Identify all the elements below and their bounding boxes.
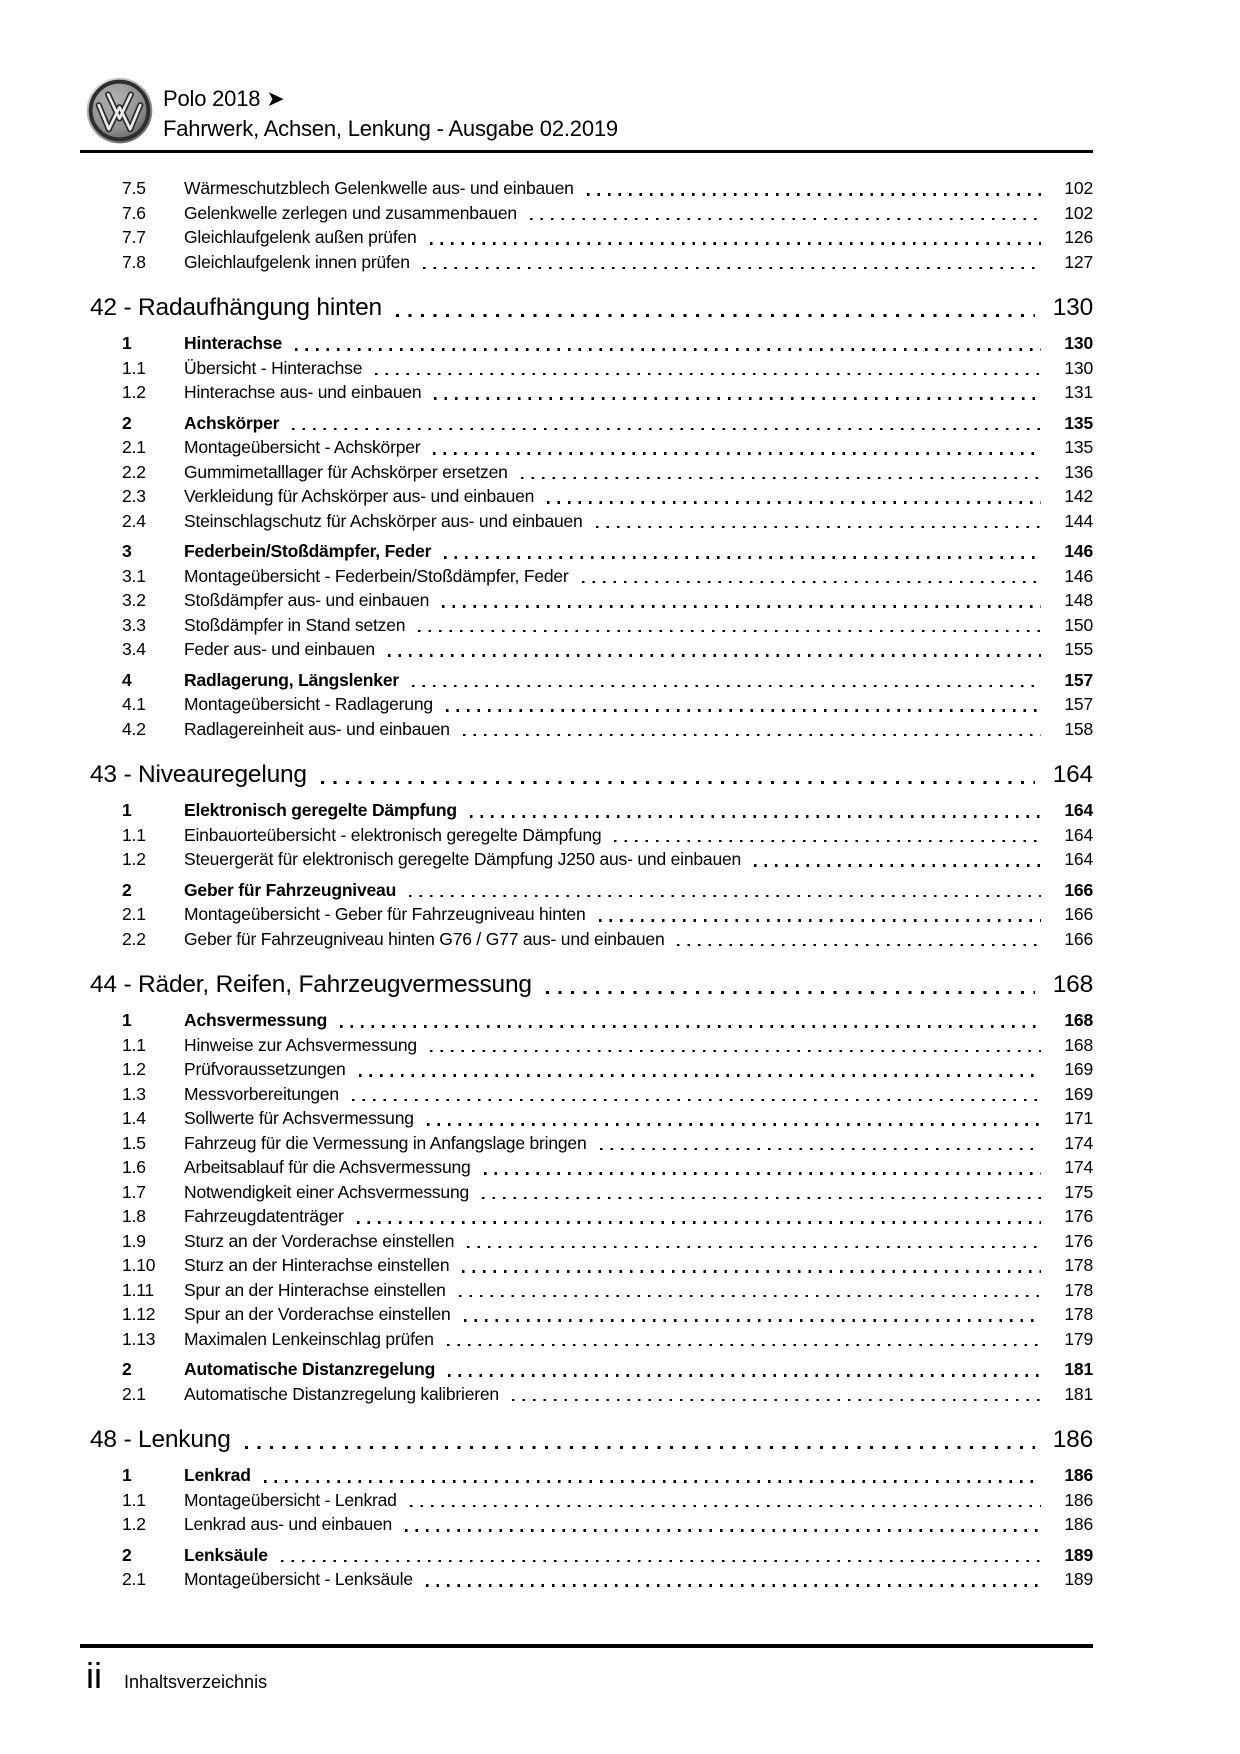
dot-leader	[409, 895, 1041, 898]
toc-entry-page-number: 186	[1064, 1489, 1093, 1510]
toc-entry-page-number: 189	[1064, 1569, 1093, 1589]
dot-leader	[396, 314, 1035, 317]
toc-chapter-title: 48 - Lenkung	[90, 1426, 231, 1453]
dot-leader	[600, 1148, 1042, 1151]
toc-entry-title: Hinterachse aus- und einbauen	[184, 382, 422, 402]
toc-entry	[80, 878, 1093, 903]
toc-entry	[80, 509, 1093, 534]
toc-entry-title: Spur an der Vorderachse einstellen	[184, 1304, 451, 1324]
toc-entry	[80, 613, 1093, 638]
toc-entry-page-number: 142	[1064, 486, 1093, 506]
toc-entry-title: Radlagereinheit aus- und einbauen	[184, 718, 450, 739]
toc-entry-number: 1.1	[122, 1034, 146, 1055]
toc-entry-page-number: 130	[1064, 333, 1093, 353]
toc-entry-title: Lenksäule	[184, 1544, 268, 1565]
toc-entry	[80, 847, 1093, 872]
toc-entry	[80, 1082, 1093, 1107]
toc-entry-page-number: 157	[1064, 669, 1093, 690]
toc-entry-number: 1.8	[122, 1206, 146, 1226]
dot-leader	[482, 1197, 1041, 1200]
toc-entry-page-number: 127	[1064, 251, 1093, 272]
toc-entry-page-number: 166	[1064, 904, 1093, 924]
toc-entry-title: Sturz an der Vorderachse einstellen	[184, 1230, 455, 1251]
toc-entry	[80, 637, 1093, 662]
toc-entry-page-number: 178	[1064, 1279, 1093, 1300]
dot-leader	[430, 242, 1041, 245]
toc-entry-page-number: 150	[1064, 614, 1093, 635]
toc-entry-page-number: 131	[1064, 382, 1093, 402]
toc-entry-page-number: 164	[1064, 849, 1093, 869]
toc-chapter-page-number: 186	[1052, 1426, 1093, 1453]
toc-entry-page-number: 164	[1064, 824, 1093, 845]
toc-entry-number: 1.5	[122, 1132, 146, 1153]
toc-entry	[80, 411, 1093, 436]
toc	[80, 176, 1093, 1592]
toc-entry	[80, 927, 1093, 952]
dot-leader	[467, 1246, 1041, 1249]
toc-entry-page-number: 135	[1064, 412, 1093, 433]
toc-entry-number: 1.12	[122, 1304, 156, 1324]
dot-leader	[470, 815, 1041, 818]
toc-entry-number: 1.4	[122, 1108, 146, 1128]
toc-chapter-heading	[80, 1424, 1093, 1456]
toc-entry	[80, 539, 1093, 564]
toc-entry-title: Lenkrad aus- und einbauen	[184, 1514, 393, 1534]
toc-entry	[80, 902, 1093, 927]
dot-leader	[459, 1295, 1041, 1298]
toc-entry-title: Messvorbereitungen	[184, 1083, 339, 1104]
toc-entry-title: Verkleidung für Achskörper aus- und einbauen	[184, 486, 535, 506]
toc-entry-page-number: 146	[1064, 541, 1093, 561]
toc-chapter-heading	[80, 969, 1093, 1001]
dot-leader	[512, 1399, 1041, 1402]
toc-entry-page-number: 126	[1064, 227, 1093, 247]
dot-leader	[484, 1172, 1041, 1175]
toc-entry	[80, 798, 1093, 823]
header-divider	[80, 150, 1093, 153]
toc-entry-page-number: 164	[1064, 800, 1093, 820]
dot-leader	[582, 581, 1041, 584]
toc-entry-title: Steuergerät für elektronisch geregelte Dämpfung J250 aus- und einbauen	[184, 849, 742, 869]
toc-entry-title: Hinweise zur Achsvermessung	[184, 1034, 417, 1055]
toc-entry-title: Fahrzeug für die Vermessung in Anfangslage bringen	[184, 1132, 587, 1153]
toc-chapter-page-number: 130	[1052, 294, 1093, 321]
toc-entry-title: Feder aus- und einbauen	[184, 639, 375, 659]
toc-entry	[80, 1543, 1093, 1568]
dot-leader	[463, 734, 1041, 737]
toc-entry	[80, 692, 1093, 717]
dot-leader	[295, 348, 1041, 351]
toc-entry	[80, 1057, 1093, 1082]
toc-entry-number: 2	[122, 879, 132, 900]
toc-entry-page-number: 168	[1064, 1010, 1093, 1030]
toc-entry-title: Stoßdämpfer aus- und einbauen	[184, 590, 430, 610]
toc-entry-number: 1.3	[122, 1083, 146, 1104]
toc-entry-title: Federbein/Stoßdämpfer, Feder	[184, 541, 432, 561]
toc-entry	[80, 460, 1093, 485]
dot-leader	[412, 685, 1041, 688]
toc-entry-number: 1.10	[122, 1255, 156, 1275]
toc-entry-page-number: 166	[1064, 928, 1093, 949]
toc-entry-page-number: 176	[1064, 1206, 1093, 1226]
toc-entry-page-number: 169	[1064, 1083, 1093, 1104]
toc-entry	[80, 1567, 1093, 1592]
toc-entry-number: 7.5	[122, 178, 146, 198]
toc-entry-number: 1.2	[122, 1514, 146, 1534]
toc-chapter-page-number: 168	[1052, 971, 1093, 998]
dot-leader	[430, 1050, 1041, 1053]
toc-entry-page-number: 178	[1064, 1255, 1093, 1275]
dot-leader	[434, 397, 1041, 400]
dot-leader	[447, 1344, 1041, 1347]
toc-entry-number: 7.7	[122, 227, 146, 247]
dot-leader	[292, 428, 1041, 431]
toc-chapter-title: 43 - Niveauregelung	[90, 761, 307, 788]
dot-leader	[340, 1025, 1041, 1028]
toc-entry	[80, 588, 1093, 613]
toc-entry-title: Gleichlaufgelenk außen prüfen	[184, 227, 417, 247]
dot-leader	[245, 1446, 1035, 1449]
dot-leader	[614, 840, 1041, 843]
toc-entry-page-number: 186	[1064, 1514, 1093, 1534]
toc-entry-number: 1.1	[122, 1489, 146, 1510]
toc-entry-title: Montageübersicht - Geber für Fahrzeugniveau hinten	[184, 904, 586, 924]
toc-entry-number: 1	[122, 1465, 132, 1485]
toc-entry-number: 3.1	[122, 565, 146, 586]
document-subtitle: Fahrwerk, Achsen, Lenkung - Ausgabe 02.2019	[163, 116, 618, 141]
dot-leader	[281, 1560, 1041, 1563]
toc-entry	[80, 484, 1093, 509]
toc-entry-number: 2	[122, 1359, 132, 1379]
toc-entry-page-number: 174	[1064, 1132, 1093, 1153]
toc-chapter-page-number: 164	[1052, 761, 1093, 788]
toc-entry	[80, 1327, 1093, 1352]
toc-entry-page-number: 102	[1064, 202, 1093, 223]
dot-leader	[359, 1074, 1041, 1077]
toc-entry-title: Maximalen Lenkeinschlag prüfen	[184, 1328, 434, 1349]
dot-leader	[427, 1123, 1041, 1126]
toc-entry-page-number: 148	[1064, 590, 1093, 610]
toc-entry-title: Sturz an der Hinterachse einstellen	[184, 1255, 450, 1275]
footer-divider	[80, 1644, 1093, 1648]
toc-chapter-title: 44 - Räder, Reifen, Fahrzeugvermessung	[90, 971, 532, 998]
dot-leader	[446, 709, 1041, 712]
toc-entry-title: Achsvermessung	[184, 1010, 328, 1030]
toc-entry-number: 2.4	[122, 510, 146, 531]
toc-entry-number: 1	[122, 1010, 132, 1030]
dot-leader	[433, 452, 1041, 455]
toc-entry-title: Geber für Fahrzeugniveau	[184, 879, 397, 900]
toc-entry-number: 3	[122, 541, 132, 561]
dot-leader	[426, 1584, 1041, 1587]
dot-leader	[442, 605, 1041, 608]
toc-entry-title: Notwendigkeit einer Achsvermessung	[184, 1181, 470, 1202]
toc-entry-number: 2.3	[122, 486, 146, 506]
dot-leader	[677, 944, 1041, 947]
toc-entry-number: 1.7	[122, 1181, 146, 1202]
toc-entry	[80, 564, 1093, 589]
toc-entry-title: Übersicht - Hinterachse	[184, 357, 363, 378]
toc-entry	[80, 668, 1093, 693]
dot-leader	[521, 477, 1041, 480]
toc-entry-number: 7.6	[122, 202, 146, 223]
toc-entry-number: 3.3	[122, 614, 146, 635]
toc-entry-page-number: 169	[1064, 1059, 1093, 1079]
toc-entry	[80, 176, 1093, 201]
toc-entry-page-number: 144	[1064, 510, 1093, 531]
dot-leader	[546, 991, 1035, 994]
toc-entry	[80, 823, 1093, 848]
toc-entry-page-number: 135	[1064, 437, 1093, 457]
toc-entry-page-number: 158	[1064, 718, 1093, 739]
dot-leader	[464, 1319, 1041, 1322]
toc-entry-page-number: 102	[1064, 178, 1093, 198]
dot-leader	[388, 654, 1041, 657]
toc-entry-number: 1.11	[122, 1279, 154, 1300]
toc-entry-number: 4	[122, 669, 132, 690]
toc-entry-number: 3.4	[122, 639, 146, 659]
toc-entry-page-number: 155	[1064, 639, 1093, 659]
toc-entry-number: 7.8	[122, 251, 146, 272]
toc-entry-page-number: 189	[1064, 1544, 1093, 1565]
toc-entry-number: 3.2	[122, 590, 146, 610]
toc-entry-page-number: 179	[1064, 1328, 1093, 1349]
toc-entry-page-number: 136	[1064, 461, 1093, 482]
toc-entry-title: Montageübersicht - Achskörper	[184, 437, 421, 457]
toc-entry-title: Montageübersicht - Radlagerung	[184, 694, 433, 714]
toc-entry	[80, 1382, 1093, 1407]
toc-entry-page-number: 146	[1064, 565, 1093, 586]
dot-leader	[530, 218, 1041, 221]
toc-entry	[80, 1302, 1093, 1327]
toc-entry-number: 2.2	[122, 461, 146, 482]
toc-entry-number: 1.2	[122, 382, 146, 402]
toc-entry	[80, 1488, 1093, 1513]
toc-entry-page-number: 181	[1064, 1359, 1093, 1379]
toc-entry-page-number: 171	[1064, 1108, 1093, 1128]
toc-entry-page-number: 181	[1064, 1383, 1093, 1404]
dot-leader	[587, 193, 1041, 196]
model-title: Polo 2018 ➤	[163, 86, 285, 111]
dot-leader	[462, 1270, 1041, 1273]
toc-entry-title: Elektronisch geregelte Dämpfung	[184, 800, 457, 820]
toc-entry-title: Geber für Fahrzeugniveau hinten G76 / G77 aus- und einbauen	[184, 928, 665, 949]
vw-logo-icon	[86, 77, 153, 144]
dot-leader	[444, 556, 1041, 559]
toc-entry-title: Wärmeschutzblech Gelenkwelle aus- und einbauen	[184, 178, 574, 198]
toc-chapter-section	[80, 759, 1093, 951]
toc-entry-title: Steinschlagschutz für Achskörper aus- und einbauen	[184, 510, 583, 531]
toc-entry-number: 1	[122, 333, 132, 353]
toc-entry-title: Montageübersicht - Lenksäule	[184, 1569, 413, 1589]
dot-leader	[357, 1221, 1041, 1224]
toc-entry-page-number: 130	[1064, 357, 1093, 378]
toc-entry	[80, 1131, 1093, 1156]
toc-entry-number: 4.1	[122, 694, 146, 714]
toc-entry-page-number: 166	[1064, 879, 1093, 900]
toc-entry-number: 1	[122, 800, 132, 820]
toc-chapter-section	[80, 292, 1093, 741]
toc-entry-title: Stoßdämpfer in Stand setzen	[184, 614, 406, 635]
toc-entry	[80, 250, 1093, 275]
toc-entry	[80, 1180, 1093, 1205]
toc-entry-number: 1.1	[122, 357, 146, 378]
toc-entry	[80, 1229, 1093, 1254]
toc-entry-page-number: 186	[1064, 1465, 1093, 1485]
toc-entry-number: 2.1	[122, 904, 146, 924]
toc-chapter-section	[80, 969, 1093, 1406]
toc-entry-number: 1.6	[122, 1157, 146, 1177]
toc-entry	[80, 225, 1093, 250]
toc-entry-page-number: 157	[1064, 694, 1093, 714]
toc-entry-number: 1.13	[122, 1328, 156, 1349]
toc-continued-section	[80, 176, 1093, 274]
toc-entry	[80, 1357, 1093, 1382]
toc-entry-title: Automatische Distanzregelung	[184, 1359, 436, 1379]
dot-leader	[448, 1374, 1041, 1377]
toc-entry-number: 4.2	[122, 718, 146, 739]
dot-leader	[423, 267, 1041, 270]
toc-entry-title: Sollwerte für Achsvermessung	[184, 1108, 414, 1128]
footer-page-number: ii	[86, 1655, 102, 1696]
dot-leader	[596, 526, 1041, 529]
toc-entry-number: 1.2	[122, 1059, 146, 1079]
toc-entry	[80, 1155, 1093, 1180]
toc-entry-number: 2.1	[122, 437, 146, 457]
toc-entry-number: 2.2	[122, 928, 146, 949]
toc-entry-title: Prüfvoraussetzungen	[184, 1059, 346, 1079]
toc-entry-title: Spur an der Hinterachse einstellen	[184, 1279, 446, 1300]
dot-leader	[321, 781, 1035, 784]
toc-entry-number: 1.1	[122, 824, 146, 845]
toc-entry	[80, 717, 1093, 742]
toc-chapter-heading	[80, 759, 1093, 791]
footer	[86, 1656, 267, 1696]
toc-entry	[80, 380, 1093, 405]
toc-entry-title: Montageübersicht - Federbein/Stoßdämpfer, Feder	[184, 565, 569, 586]
dot-leader	[599, 919, 1042, 922]
document-header	[163, 84, 618, 144]
toc-entry	[80, 435, 1093, 460]
toc-entry-number: 2	[122, 1544, 132, 1565]
toc-entry	[80, 201, 1093, 226]
toc-chapter-section	[80, 1424, 1093, 1592]
footer-section-title: Inhaltsverzeichnis	[124, 1672, 268, 1692]
dot-leader	[405, 1529, 1041, 1532]
toc-entry-page-number: 175	[1064, 1181, 1093, 1202]
toc-entry	[80, 1008, 1093, 1033]
toc-entry-title: Achskörper	[184, 412, 280, 433]
toc-entry-title: Gleichlaufgelenk innen prüfen	[184, 251, 410, 272]
toc-entry-page-number: 168	[1064, 1034, 1093, 1055]
dot-leader	[754, 864, 1041, 867]
toc-entry	[80, 1204, 1093, 1229]
dot-leader	[352, 1099, 1041, 1102]
toc-entry-page-number: 174	[1064, 1157, 1093, 1177]
toc-entry-title: Radlagerung, Längslenker	[184, 669, 399, 690]
toc-entry-title: Arbeitsablauf für die Achsvermessung	[184, 1157, 471, 1177]
toc-chapter-title: 42 - Radaufhängung hinten	[90, 294, 382, 321]
dot-leader	[418, 630, 1041, 633]
toc-entry-page-number: 178	[1064, 1304, 1093, 1324]
toc-entry-number: 2.1	[122, 1383, 146, 1404]
toc-entry-number: 1.2	[122, 849, 146, 869]
toc-entry-title: Hinterachse	[184, 333, 282, 353]
toc-entry-number: 2	[122, 412, 132, 433]
toc-entry	[80, 1278, 1093, 1303]
toc-entry-number: 1.9	[122, 1230, 146, 1251]
toc-entry-title: Automatische Distanzregelung kalibrieren	[184, 1383, 499, 1404]
toc-entry	[80, 331, 1093, 356]
toc-entry	[80, 356, 1093, 381]
toc-entry-title: Gelenkwelle zerlegen und zusammenbauen	[184, 202, 517, 223]
toc-entry	[80, 1033, 1093, 1058]
toc-entry-title: Montageübersicht - Lenkrad	[184, 1489, 397, 1510]
dot-leader	[547, 501, 1041, 504]
dot-leader	[410, 1505, 1041, 1508]
toc-entry-title: Fahrzeugdatenträger	[184, 1206, 344, 1226]
toc-chapter-heading	[80, 292, 1093, 324]
toc-entry-page-number: 176	[1064, 1230, 1093, 1251]
toc-entry	[80, 1253, 1093, 1278]
dot-leader	[264, 1480, 1041, 1483]
toc-entry	[80, 1512, 1093, 1537]
toc-entry-title: Gummimetalllager für Achskörper ersetzen	[184, 461, 508, 482]
toc-entry	[80, 1463, 1093, 1488]
dot-leader	[375, 373, 1041, 376]
toc-entry-number: 2.1	[122, 1569, 146, 1589]
toc-entry	[80, 1106, 1093, 1131]
toc-entry-title: Einbauorteübersicht - elektronisch geregelte Dämpfung	[184, 824, 602, 845]
toc-entry-title: Lenkrad	[184, 1465, 251, 1485]
